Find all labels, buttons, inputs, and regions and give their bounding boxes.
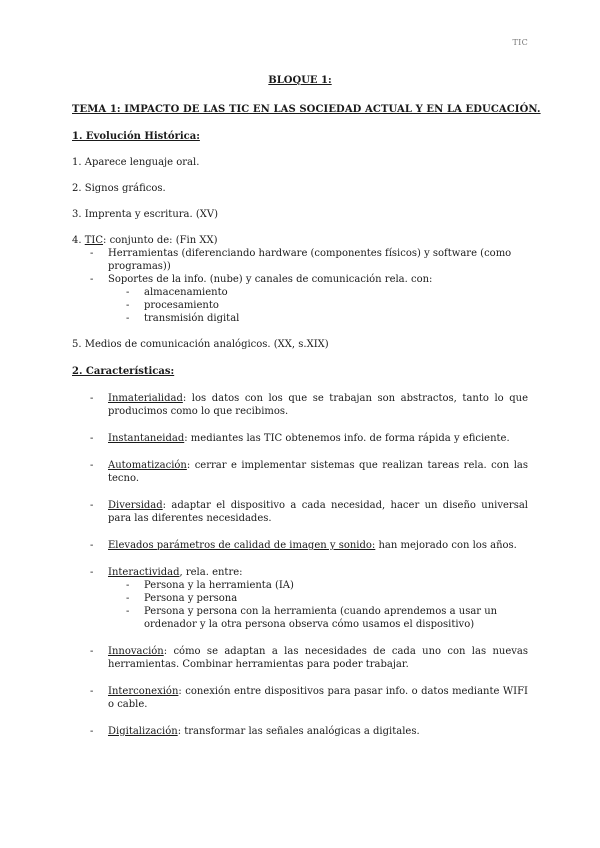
- characteristics-list: [72, 392, 528, 738]
- list-item: - almacenamiento: [72, 286, 528, 299]
- list-item: - Persona y persona: [108, 592, 528, 605]
- characteristic-item: - Instantaneidad: mediantes las TIC obtenemos info. de forma rápida y eficiente.: [72, 432, 528, 445]
- list-item: - transmisión digital: [72, 312, 528, 325]
- section1-heading: 1. Evolución Histórica:: [72, 131, 200, 142]
- list-item: - procesamiento: [72, 299, 528, 312]
- history-item-1: 1. Aparece lenguaje oral.: [72, 157, 200, 168]
- list-item: - Soportes de la info. (nube) y canales de comunicación rela. con:: [72, 273, 528, 286]
- history-item-5: 5. Medios de comunicación analógicos. (XX, s.XIX): [72, 339, 329, 350]
- characteristic-item: - Digitalización: transformar las señales analógicas a digitales.: [72, 725, 528, 738]
- history-item-2: 2. Signos gráficos.: [72, 183, 166, 194]
- list-item: - Persona y persona con la herramienta (cuando aprendemos a usar un ordenador y la otra persona observa cómo usamos el dispositivo): [108, 605, 528, 631]
- header-tag: TIC: [512, 38, 528, 47]
- interactividad-sublist: [108, 579, 528, 631]
- history-item-4: [72, 234, 528, 247]
- characteristic-item: - Innovación: cómo se adaptan a las necesidades de cada uno con las nuevas herramientas. Combinar herramientas para poder trabajar.: [72, 645, 528, 671]
- characteristic-item: - Inmaterialidad: los datos con los que se trabajan son abstractos, tanto lo que producimos como lo que recibimos.: [72, 392, 528, 418]
- list-item: - Persona y la herramienta (IA): [108, 579, 528, 592]
- document-page: [72, 74, 541, 738]
- item4-rest: : conjunto de: (Fin XX): [103, 235, 218, 246]
- item4-term: TIC: [84, 235, 104, 246]
- bloque-title: BLOQUE 1:: [268, 75, 332, 86]
- section2-heading: 2. Características:: [72, 366, 175, 377]
- soportes-sublist: [72, 286, 528, 325]
- history-item-3: 3. Imprenta y escritura. (XV): [72, 209, 219, 220]
- characteristic-item: - Automatización: cerrar e implementar sistemas que realizan tareas rela. con las tecno.: [72, 459, 528, 485]
- characteristic-item: - Interconexión: conexión entre dispositivos para pasar info. o datos mediante WIFI o cable.: [72, 685, 528, 711]
- item4-num: 4.: [72, 235, 85, 246]
- tic-sublist: [72, 247, 528, 286]
- characteristic-item: - Elevados parámetros de calidad de imagen y sonido: han mejorado con los años.: [72, 539, 528, 552]
- characteristic-item: - Diversidad: adaptar el dispositivo a cada necesidad, hacer un diseño universal para las diferentes necesidades.: [72, 499, 528, 525]
- list-item: - Herramientas (diferenciando hardware (componentes físicos) y software (como programas)): [72, 247, 528, 273]
- characteristic-item: - Interactividad, rela. entre: - Persona y la herramienta (IA) - Persona y persona - Persona y persona con la herramienta (cuando aprendemos a usar un ordenador y la otra persona observa cómo usamos el dispositivo): [72, 566, 528, 631]
- tema-title: TEMA 1: IMPACTO DE LAS TIC EN LAS SOCIEDAD ACTUAL Y EN LA EDUCACIÓN.: [72, 104, 541, 115]
